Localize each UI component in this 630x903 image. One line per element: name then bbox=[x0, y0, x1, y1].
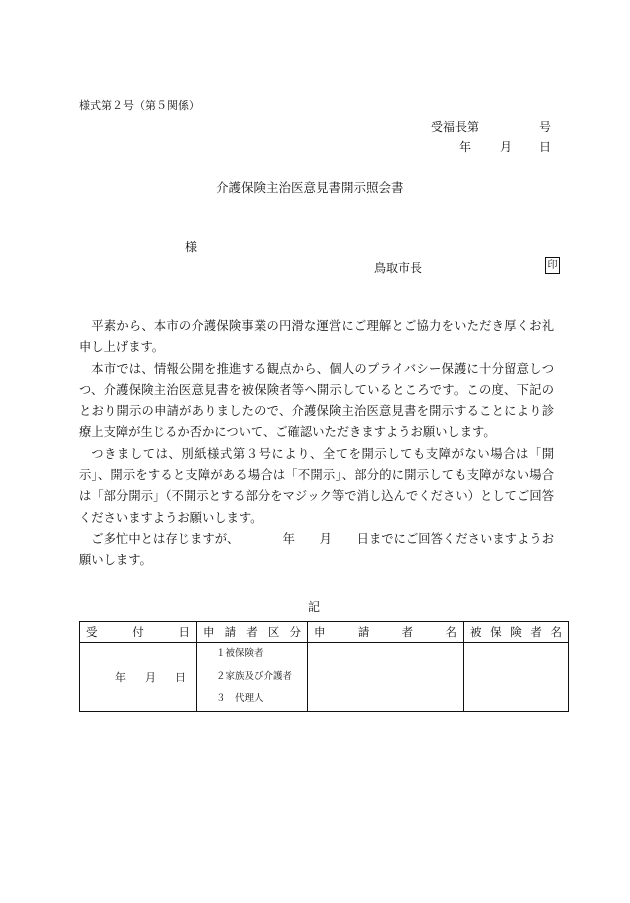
table-row bbox=[80, 643, 569, 712]
receipt-date-cell[interactable] bbox=[80, 643, 197, 712]
application-table bbox=[79, 621, 569, 712]
header-insured-name bbox=[464, 622, 569, 643]
header-char: 申 bbox=[203, 625, 215, 639]
form-number: 様式第２号（第５関係） bbox=[79, 99, 200, 112]
reference-number-suffix: 号 bbox=[539, 120, 552, 134]
document-title: 介護保険主治医意見書開示照会書 bbox=[216, 180, 404, 195]
header-char: 被 bbox=[470, 625, 482, 639]
body-paragraph: ご多忙中とは存じますが、 年 月 日までにご回答くださいますようお願いします。 bbox=[79, 531, 554, 568]
applicant-type-cell[interactable] bbox=[197, 643, 308, 712]
issue-date-year: 年 bbox=[459, 140, 472, 154]
header-char: 者 bbox=[530, 625, 542, 639]
receipt-year: 年 bbox=[115, 670, 126, 684]
header-char: 険 bbox=[510, 625, 522, 639]
insured-name-cell[interactable] bbox=[464, 643, 569, 712]
header-char: 保 bbox=[490, 625, 502, 639]
sender-name: 鳥取市長 bbox=[374, 261, 423, 275]
header-char: 名 bbox=[445, 625, 457, 639]
record-heading: 記 bbox=[308, 600, 321, 614]
header-char: 名 bbox=[550, 625, 562, 639]
table-header-row bbox=[80, 622, 569, 643]
issue-date-month: 月 bbox=[500, 140, 513, 154]
header-char: 者 bbox=[401, 625, 414, 639]
issue-date-day: 日 bbox=[539, 140, 552, 154]
header-char: 区 bbox=[267, 625, 280, 639]
header-applicant-type bbox=[197, 622, 308, 643]
body-paragraph: 本市では、情報公開を推進する観点から、個人のプライバシー保護に十分留意しつつ、介護保険主治医意見書を被保険者等へ開示しているところです。この度、下記のとおり開示の申請がありましたので、介護保険主治医意見書を開示することにより診療上支障が生じるか否かについて、ご確認いただきますようお願いします。 bbox=[79, 361, 554, 440]
body-paragraph: つきましては、別紙様式第３号により、全てを開示しても支障がない場合は「開示」、開示をすると支障がある場合は「不開示」、部分的に開示しても支障がない場合は「部分開示」（不開示とする部分をマジック等で消し込んでください）としてご回答くださいますようお願いします。 bbox=[79, 446, 554, 525]
header-char: 請 bbox=[357, 625, 370, 639]
header-applicant-name bbox=[308, 622, 464, 643]
applicant-name-cell[interactable] bbox=[308, 643, 464, 712]
header-char: 請 bbox=[224, 625, 237, 639]
header-char: 者 bbox=[246, 625, 258, 639]
header-char: 分 bbox=[289, 625, 301, 639]
receipt-month: 月 bbox=[145, 670, 156, 684]
body-paragraph: 平素から、本市の介護保険事業の円滑な運営にご理解とご協力をいただき厚くお礼申し上げます。 bbox=[79, 319, 554, 355]
header-receipt-date bbox=[80, 622, 197, 643]
applicant-type-option[interactable]: ３ 代理人 bbox=[216, 693, 264, 704]
applicant-type-option[interactable]: １被保険者 bbox=[216, 648, 264, 659]
applicant-type-option[interactable]: ２家族及び介護者 bbox=[216, 670, 293, 682]
body-text bbox=[79, 316, 554, 572]
receipt-day: 日 bbox=[175, 670, 186, 684]
header-char: 受 bbox=[86, 625, 98, 639]
header-char: 申 bbox=[314, 625, 326, 639]
seal-mark: 印 bbox=[545, 257, 560, 274]
header-char: 日 bbox=[178, 625, 190, 639]
header-char: 付 bbox=[132, 625, 144, 639]
reference-number-label: 受福長第 bbox=[431, 120, 480, 134]
addressee-honorific: 様 bbox=[185, 240, 198, 254]
